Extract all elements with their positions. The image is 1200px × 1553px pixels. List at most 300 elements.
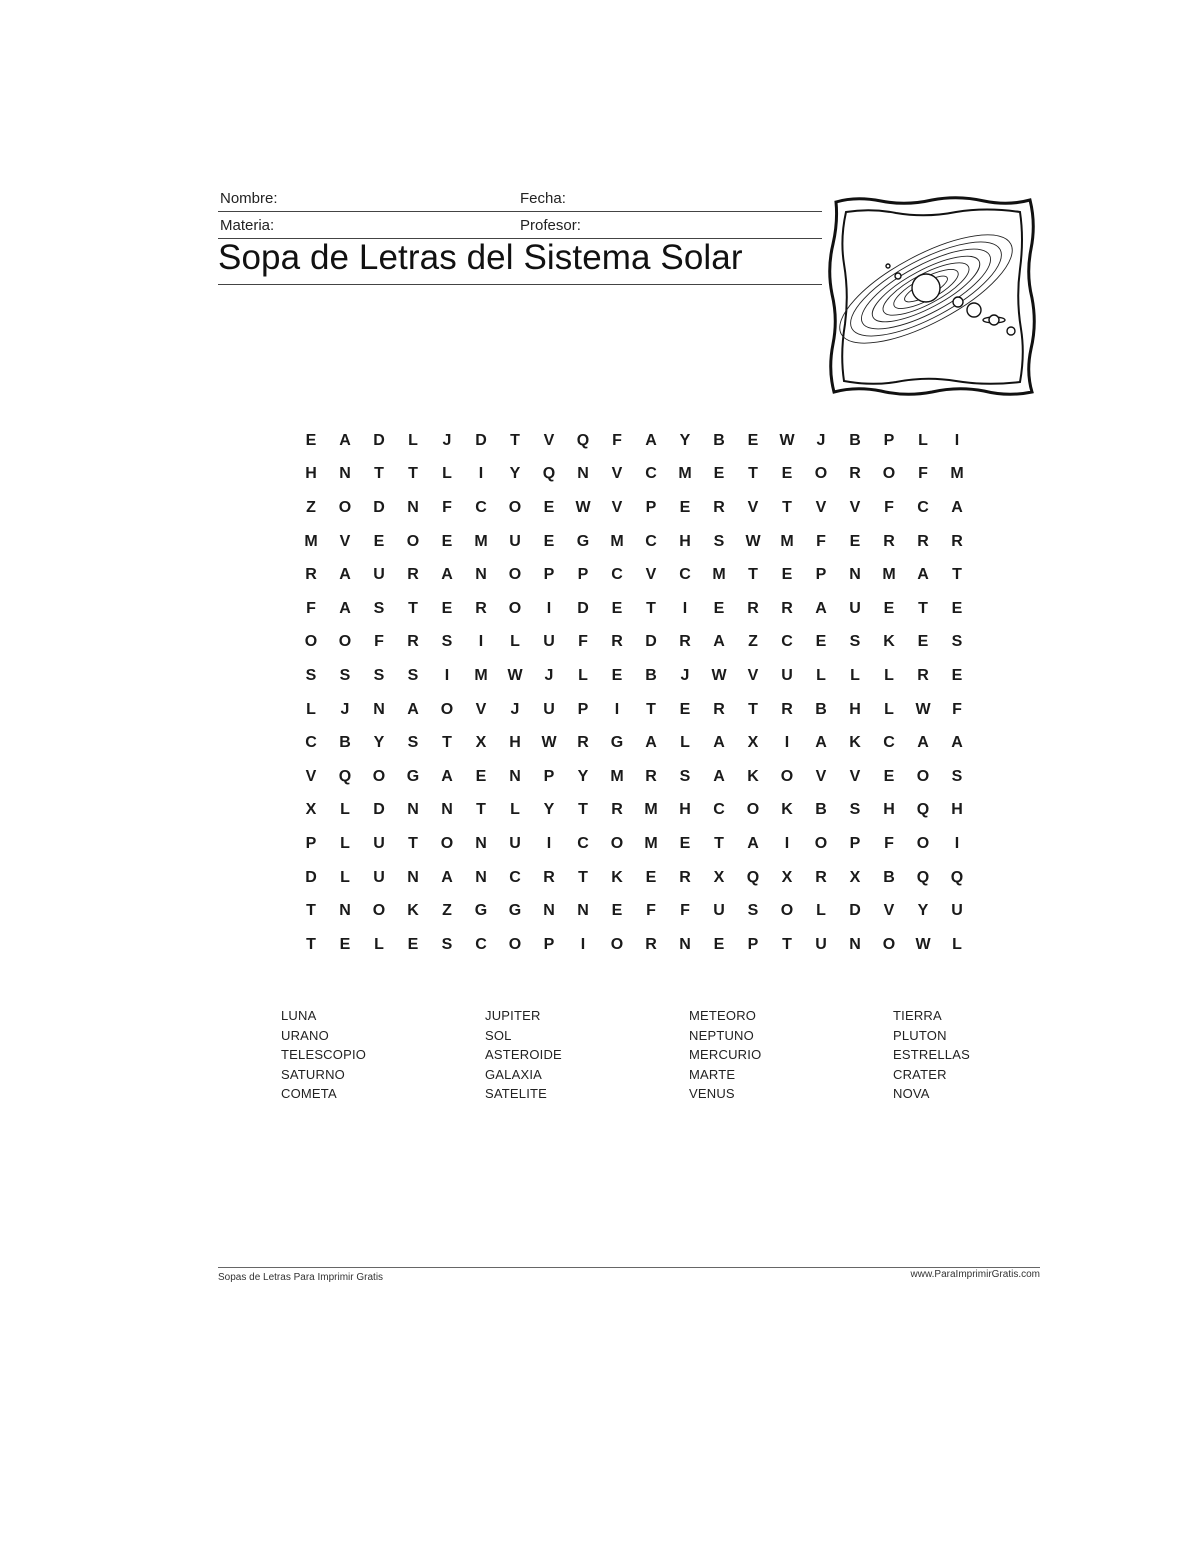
- grid-letter: T: [646, 700, 656, 718]
- grid-letter: L: [680, 734, 690, 752]
- grid-letter: M: [712, 566, 726, 584]
- grid-letter: T: [442, 734, 452, 752]
- grid-letter: A: [339, 566, 351, 584]
- grid-letter: B: [815, 801, 827, 819]
- grid-letter: L: [340, 868, 350, 886]
- grid-letter: A: [713, 767, 725, 785]
- grid-letter: I: [954, 834, 960, 852]
- grid-letter: G: [474, 902, 488, 920]
- grid-letter: M: [644, 801, 658, 819]
- grid-letter: O: [440, 834, 454, 852]
- grid-letter: D: [645, 633, 657, 651]
- word-item: PLUTON: [893, 1027, 947, 1043]
- grid-letter: B: [713, 431, 725, 449]
- grid-letter: L: [510, 633, 520, 651]
- grid-letter: S: [747, 902, 759, 920]
- grid-letter: P: [577, 566, 589, 584]
- grid-letter: A: [441, 566, 453, 584]
- grid-letter: F: [884, 498, 894, 516]
- grid-row: [294, 626, 974, 660]
- grid-letter: E: [679, 834, 691, 852]
- grid-letter: C: [645, 465, 657, 483]
- grid-letter: Z: [442, 902, 452, 920]
- grid-letter: X: [849, 868, 861, 886]
- grid-letter: E: [781, 465, 793, 483]
- grid-letter: F: [918, 465, 928, 483]
- grid-letter: O: [508, 498, 522, 516]
- grid-letter: Q: [950, 868, 964, 886]
- grid-letter: E: [849, 532, 861, 550]
- grid-letter: Y: [509, 465, 521, 483]
- grid-letter: A: [951, 734, 963, 752]
- grid-letter: G: [406, 767, 420, 785]
- grid-letter: O: [508, 935, 522, 953]
- grid-letter: E: [543, 498, 555, 516]
- grid-letter: V: [815, 767, 827, 785]
- grid-letter: L: [374, 935, 384, 953]
- grid-letter: W: [711, 666, 727, 684]
- grid-letter: R: [951, 532, 963, 550]
- grid-letter: M: [474, 532, 488, 550]
- grid-letter: S: [951, 767, 963, 785]
- grid-letter: C: [305, 734, 317, 752]
- grid-letter: A: [815, 734, 827, 752]
- footer-left-text: Sopas de Letras Para Imprimir Gratis: [218, 1272, 384, 1283]
- grid-row: [294, 525, 974, 559]
- grid-row: [294, 894, 974, 928]
- grid-letter: V: [645, 566, 657, 584]
- grid-letter: U: [509, 834, 521, 852]
- grid-letter: L: [952, 935, 962, 953]
- grid-letter: N: [407, 868, 419, 886]
- grid-letter: M: [678, 465, 692, 483]
- grid-letter: T: [306, 902, 316, 920]
- grid-letter: R: [645, 935, 657, 953]
- grid-letter: P: [815, 566, 827, 584]
- word-item: TIERRA: [893, 1008, 942, 1023]
- sun: [912, 274, 940, 302]
- grid-row: [294, 760, 974, 794]
- grid-letter: E: [441, 599, 453, 617]
- grid-letter: D: [305, 868, 317, 886]
- grid-letter: F: [374, 633, 384, 651]
- grid-letter: R: [883, 532, 895, 550]
- grid-letter: Q: [576, 431, 590, 449]
- grid-letter: R: [917, 666, 929, 684]
- grid-letter: F: [612, 431, 622, 449]
- grid-letter: C: [645, 532, 657, 550]
- grid-letter: F: [952, 700, 962, 718]
- grid-letter: O: [882, 935, 896, 953]
- grid-letter: V: [543, 431, 555, 449]
- grid-letter: I: [784, 834, 790, 852]
- grid-letter: I: [580, 935, 586, 953]
- grid-letter: U: [781, 666, 793, 684]
- grid-row: [294, 794, 974, 828]
- grid-letter: S: [951, 633, 963, 651]
- grid-letter: Y: [679, 431, 691, 449]
- grid-letter: A: [441, 767, 453, 785]
- grid-letter: N: [849, 566, 861, 584]
- grid-letter: C: [475, 935, 487, 953]
- grid-letter: L: [578, 666, 588, 684]
- grid-letter: L: [850, 666, 860, 684]
- grid-letter: X: [713, 868, 725, 886]
- grid-letter: K: [781, 801, 793, 819]
- nombre-label: Nombre:: [220, 190, 278, 207]
- grid-letter: R: [849, 465, 861, 483]
- grid-letter: F: [306, 599, 316, 617]
- grid-letter: O: [780, 767, 794, 785]
- word-item: GALAXIA: [485, 1066, 543, 1082]
- grid-letter: F: [680, 902, 690, 920]
- grid-letter: T: [578, 801, 588, 819]
- grid-letter: V: [849, 498, 861, 516]
- grid-letter: G: [508, 902, 522, 920]
- grid-row: [294, 693, 974, 727]
- grid-letter: T: [408, 465, 418, 483]
- grid-letter: U: [509, 532, 521, 550]
- grid-letter: I: [478, 633, 484, 651]
- grid-letter: C: [713, 801, 725, 819]
- grid-letter: W: [575, 498, 591, 516]
- footer-site-url: www.ParaImprimirGratis.com: [910, 1269, 1040, 1280]
- grid-letter: A: [441, 868, 453, 886]
- grid-letter: D: [475, 431, 487, 449]
- grid-letter: F: [578, 633, 588, 651]
- grid-letter: S: [407, 734, 419, 752]
- grid-letter: M: [644, 834, 658, 852]
- grid-letter: T: [748, 566, 758, 584]
- grid-letter: N: [373, 700, 385, 718]
- grid-letter: E: [883, 767, 895, 785]
- grid-letter: U: [373, 868, 385, 886]
- grid-letter: G: [610, 734, 624, 752]
- word-search-grid: [294, 424, 974, 962]
- grid-letter: M: [780, 532, 794, 550]
- grid-letter: R: [679, 868, 691, 886]
- grid-letter: A: [645, 734, 657, 752]
- grid-letter: T: [578, 868, 588, 886]
- grid-letter: T: [476, 801, 486, 819]
- grid-letter: O: [916, 834, 930, 852]
- solar-system-illustration: [826, 194, 1038, 398]
- grid-letter: Q: [338, 767, 352, 785]
- grid-letter: L: [816, 666, 826, 684]
- grid-letter: T: [918, 599, 928, 617]
- grid-letter: E: [713, 599, 725, 617]
- grid-letter: L: [340, 801, 350, 819]
- grid-letter: L: [884, 700, 894, 718]
- grid-row: [294, 861, 974, 895]
- grid-letter: O: [610, 834, 624, 852]
- word-item: VENUS: [689, 1086, 735, 1102]
- grid-letter: T: [782, 498, 792, 516]
- grid-letter: S: [373, 599, 385, 617]
- grid-letter: P: [747, 935, 759, 953]
- grid-letter: N: [407, 498, 419, 516]
- grid-letter: V: [883, 902, 895, 920]
- grid-letter: R: [815, 868, 827, 886]
- grid-letter: T: [646, 599, 656, 617]
- grid-letter: H: [883, 801, 895, 819]
- grid-letter: I: [682, 599, 688, 617]
- grid-letter: S: [339, 666, 351, 684]
- word-item: SATURNO: [281, 1066, 345, 1082]
- word-column-3: [689, 1006, 879, 1104]
- grid-letter: R: [475, 599, 487, 617]
- grid-letter: I: [546, 834, 552, 852]
- grid-letter: K: [407, 902, 419, 920]
- grid-letter: E: [747, 431, 759, 449]
- grid-letter: S: [713, 532, 725, 550]
- word-item: MARTE: [689, 1066, 736, 1082]
- grid-letter: T: [408, 599, 418, 617]
- grid-letter: S: [373, 666, 385, 684]
- grid-letter: P: [543, 566, 555, 584]
- grid-letter: E: [645, 868, 657, 886]
- grid-letter: O: [372, 902, 386, 920]
- grid-letter: W: [915, 700, 931, 718]
- grid-letter: C: [679, 566, 691, 584]
- grid-letter: V: [339, 532, 351, 550]
- grid-letter: I: [614, 700, 620, 718]
- grid-letter: N: [679, 935, 691, 953]
- grid-letter: A: [339, 599, 351, 617]
- word-column-4: [893, 1006, 1083, 1104]
- grid-letter: P: [543, 767, 555, 785]
- grid-letter: L: [408, 431, 418, 449]
- grid-letter: I: [478, 465, 484, 483]
- grid-letter: O: [508, 599, 522, 617]
- word-item: MERCURIO: [689, 1047, 762, 1063]
- grid-letter: A: [917, 734, 929, 752]
- grid-letter: R: [781, 599, 793, 617]
- grid-letter: V: [747, 498, 759, 516]
- grid-letter: H: [305, 465, 317, 483]
- word-item: LUNA: [281, 1008, 317, 1023]
- grid-letter: C: [509, 868, 521, 886]
- grid-letter: S: [849, 633, 861, 651]
- grid-letter: E: [951, 599, 963, 617]
- grid-letter: E: [475, 767, 487, 785]
- grid-letter: S: [407, 666, 419, 684]
- grid-letter: O: [406, 532, 420, 550]
- grid-letter: E: [611, 902, 623, 920]
- grid-letter: C: [475, 498, 487, 516]
- grid-letter: Q: [746, 868, 760, 886]
- grid-letter: Q: [916, 801, 930, 819]
- grid-row: [294, 659, 974, 693]
- word-column-1: [281, 1006, 471, 1104]
- grid-letter: T: [714, 834, 724, 852]
- grid-letter: O: [372, 767, 386, 785]
- grid-letter: L: [884, 666, 894, 684]
- grid-letter: F: [816, 532, 826, 550]
- grid-letter: E: [611, 666, 623, 684]
- grid-letter: B: [849, 431, 861, 449]
- grid-letter: V: [475, 700, 487, 718]
- grid-letter: H: [951, 801, 963, 819]
- grid-letter: J: [510, 700, 520, 718]
- grid-letter: U: [373, 566, 385, 584]
- grid-letter: Y: [373, 734, 385, 752]
- word-item: SATELITE: [485, 1086, 548, 1102]
- grid-letter: W: [915, 935, 931, 953]
- grid-letter: I: [784, 734, 790, 752]
- grid-letter: Z: [748, 633, 758, 651]
- grid-letter: S: [679, 767, 691, 785]
- grid-letter: A: [407, 700, 419, 718]
- grid-letter: C: [883, 734, 895, 752]
- grid-letter: D: [373, 801, 385, 819]
- grid-letter: U: [713, 902, 725, 920]
- grid-letter: A: [713, 633, 725, 651]
- grid-letter: I: [954, 431, 960, 449]
- grid-row: [294, 558, 974, 592]
- grid-letter: T: [408, 834, 418, 852]
- grid-letter: O: [814, 834, 828, 852]
- grid-letter: A: [713, 734, 725, 752]
- grid-letter: P: [645, 498, 657, 516]
- grid-letter: N: [577, 465, 589, 483]
- word-item: COMETA: [281, 1086, 337, 1102]
- fecha-label: Fecha:: [520, 190, 566, 207]
- grid-letter: M: [610, 532, 624, 550]
- grid-letter: A: [747, 834, 759, 852]
- grid-letter: J: [340, 700, 350, 718]
- grid-letter: B: [815, 700, 827, 718]
- grid-letter: M: [304, 532, 318, 550]
- grid-letter: I: [444, 666, 450, 684]
- grid-letter: E: [611, 599, 623, 617]
- grid-letter: V: [305, 767, 317, 785]
- grid-letter: N: [509, 767, 521, 785]
- word-item: JUPITER: [485, 1008, 541, 1023]
- grid-letter: E: [713, 935, 725, 953]
- grid-letter: U: [849, 599, 861, 617]
- word-item: CRATER: [893, 1066, 947, 1082]
- grid-letter: A: [815, 599, 827, 617]
- grid-letter: T: [748, 465, 758, 483]
- grid-letter: S: [441, 935, 453, 953]
- grid-letter: C: [577, 834, 589, 852]
- grid-letter: H: [509, 734, 521, 752]
- grid-letter: O: [508, 566, 522, 584]
- grid-letter: R: [407, 633, 419, 651]
- grid-letter: T: [510, 431, 520, 449]
- grid-letter: I: [546, 599, 552, 617]
- grid-row: [294, 726, 974, 760]
- grid-letter: N: [849, 935, 861, 953]
- grid-letter: E: [305, 431, 317, 449]
- grid-letter: Y: [543, 801, 555, 819]
- grid-letter: V: [747, 666, 759, 684]
- word-item: NEPTUNO: [689, 1027, 754, 1043]
- grid-letter: H: [679, 801, 691, 819]
- word-item: ASTEROIDE: [485, 1047, 562, 1063]
- grid-letter: O: [440, 700, 454, 718]
- grid-letter: O: [780, 902, 794, 920]
- materia-label: Materia:: [220, 217, 275, 234]
- grid-letter: V: [849, 767, 861, 785]
- word-item: NOVA: [893, 1086, 930, 1102]
- grid-letter: R: [543, 868, 555, 886]
- grid-letter: E: [543, 532, 555, 550]
- grid-letter: L: [306, 700, 316, 718]
- grid-letter: R: [577, 734, 589, 752]
- grid-letter: U: [373, 834, 385, 852]
- grid-letter: X: [781, 868, 793, 886]
- grid-letter: V: [611, 465, 623, 483]
- grid-letter: E: [339, 935, 351, 953]
- grid-letter: L: [442, 465, 452, 483]
- grid-letter: F: [884, 834, 894, 852]
- grid-letter: O: [916, 767, 930, 785]
- grid-letter: R: [407, 566, 419, 584]
- grid-letter: N: [339, 902, 351, 920]
- grid-letter: E: [407, 935, 419, 953]
- grid-letter: O: [338, 633, 352, 651]
- grid-letter: R: [611, 633, 623, 651]
- grid-letter: Q: [916, 868, 930, 886]
- grid-letter: P: [577, 700, 589, 718]
- grid-letter: R: [917, 532, 929, 550]
- grid-letter: J: [544, 666, 554, 684]
- grid-letter: T: [782, 935, 792, 953]
- grid-letter: T: [748, 700, 758, 718]
- grid-letter: N: [441, 801, 453, 819]
- grid-letter: U: [543, 700, 555, 718]
- grid-letter: R: [747, 599, 759, 617]
- grid-letter: P: [883, 431, 895, 449]
- grid-letter: N: [339, 465, 351, 483]
- grid-letter: D: [577, 599, 589, 617]
- grid-letter: R: [679, 633, 691, 651]
- grid-letter: J: [816, 431, 826, 449]
- grid-row: [294, 928, 974, 962]
- nombre-fecha-rule: [218, 211, 822, 212]
- grid-letter: O: [746, 801, 760, 819]
- grid-letter: P: [305, 834, 317, 852]
- page-title: Sopa de Letras del Sistema Solar: [218, 238, 743, 277]
- grid-letter: O: [304, 633, 318, 651]
- grid-letter: E: [373, 532, 385, 550]
- grid-letter: L: [340, 834, 350, 852]
- grid-letter: S: [305, 666, 317, 684]
- grid-letter: Y: [577, 767, 589, 785]
- grid-letter: L: [816, 902, 826, 920]
- grid-letter: D: [849, 902, 861, 920]
- grid-letter: A: [951, 498, 963, 516]
- grid-letter: R: [781, 700, 793, 718]
- grid-letter: T: [374, 465, 384, 483]
- word-item: ESTRELLAS: [893, 1047, 970, 1063]
- grid-letter: C: [611, 566, 623, 584]
- grid-letter: L: [510, 801, 520, 819]
- word-item: URANO: [281, 1027, 329, 1043]
- grid-letter: J: [442, 431, 452, 449]
- grid-letter: V: [815, 498, 827, 516]
- grid-letter: O: [338, 498, 352, 516]
- grid-letter: N: [475, 834, 487, 852]
- grid-letter: J: [680, 666, 690, 684]
- grid-letter: E: [441, 532, 453, 550]
- profesor-label: Profesor:: [520, 217, 581, 234]
- grid-letter: K: [611, 868, 623, 886]
- grid-letter: E: [883, 599, 895, 617]
- grid-letter: T: [306, 935, 316, 953]
